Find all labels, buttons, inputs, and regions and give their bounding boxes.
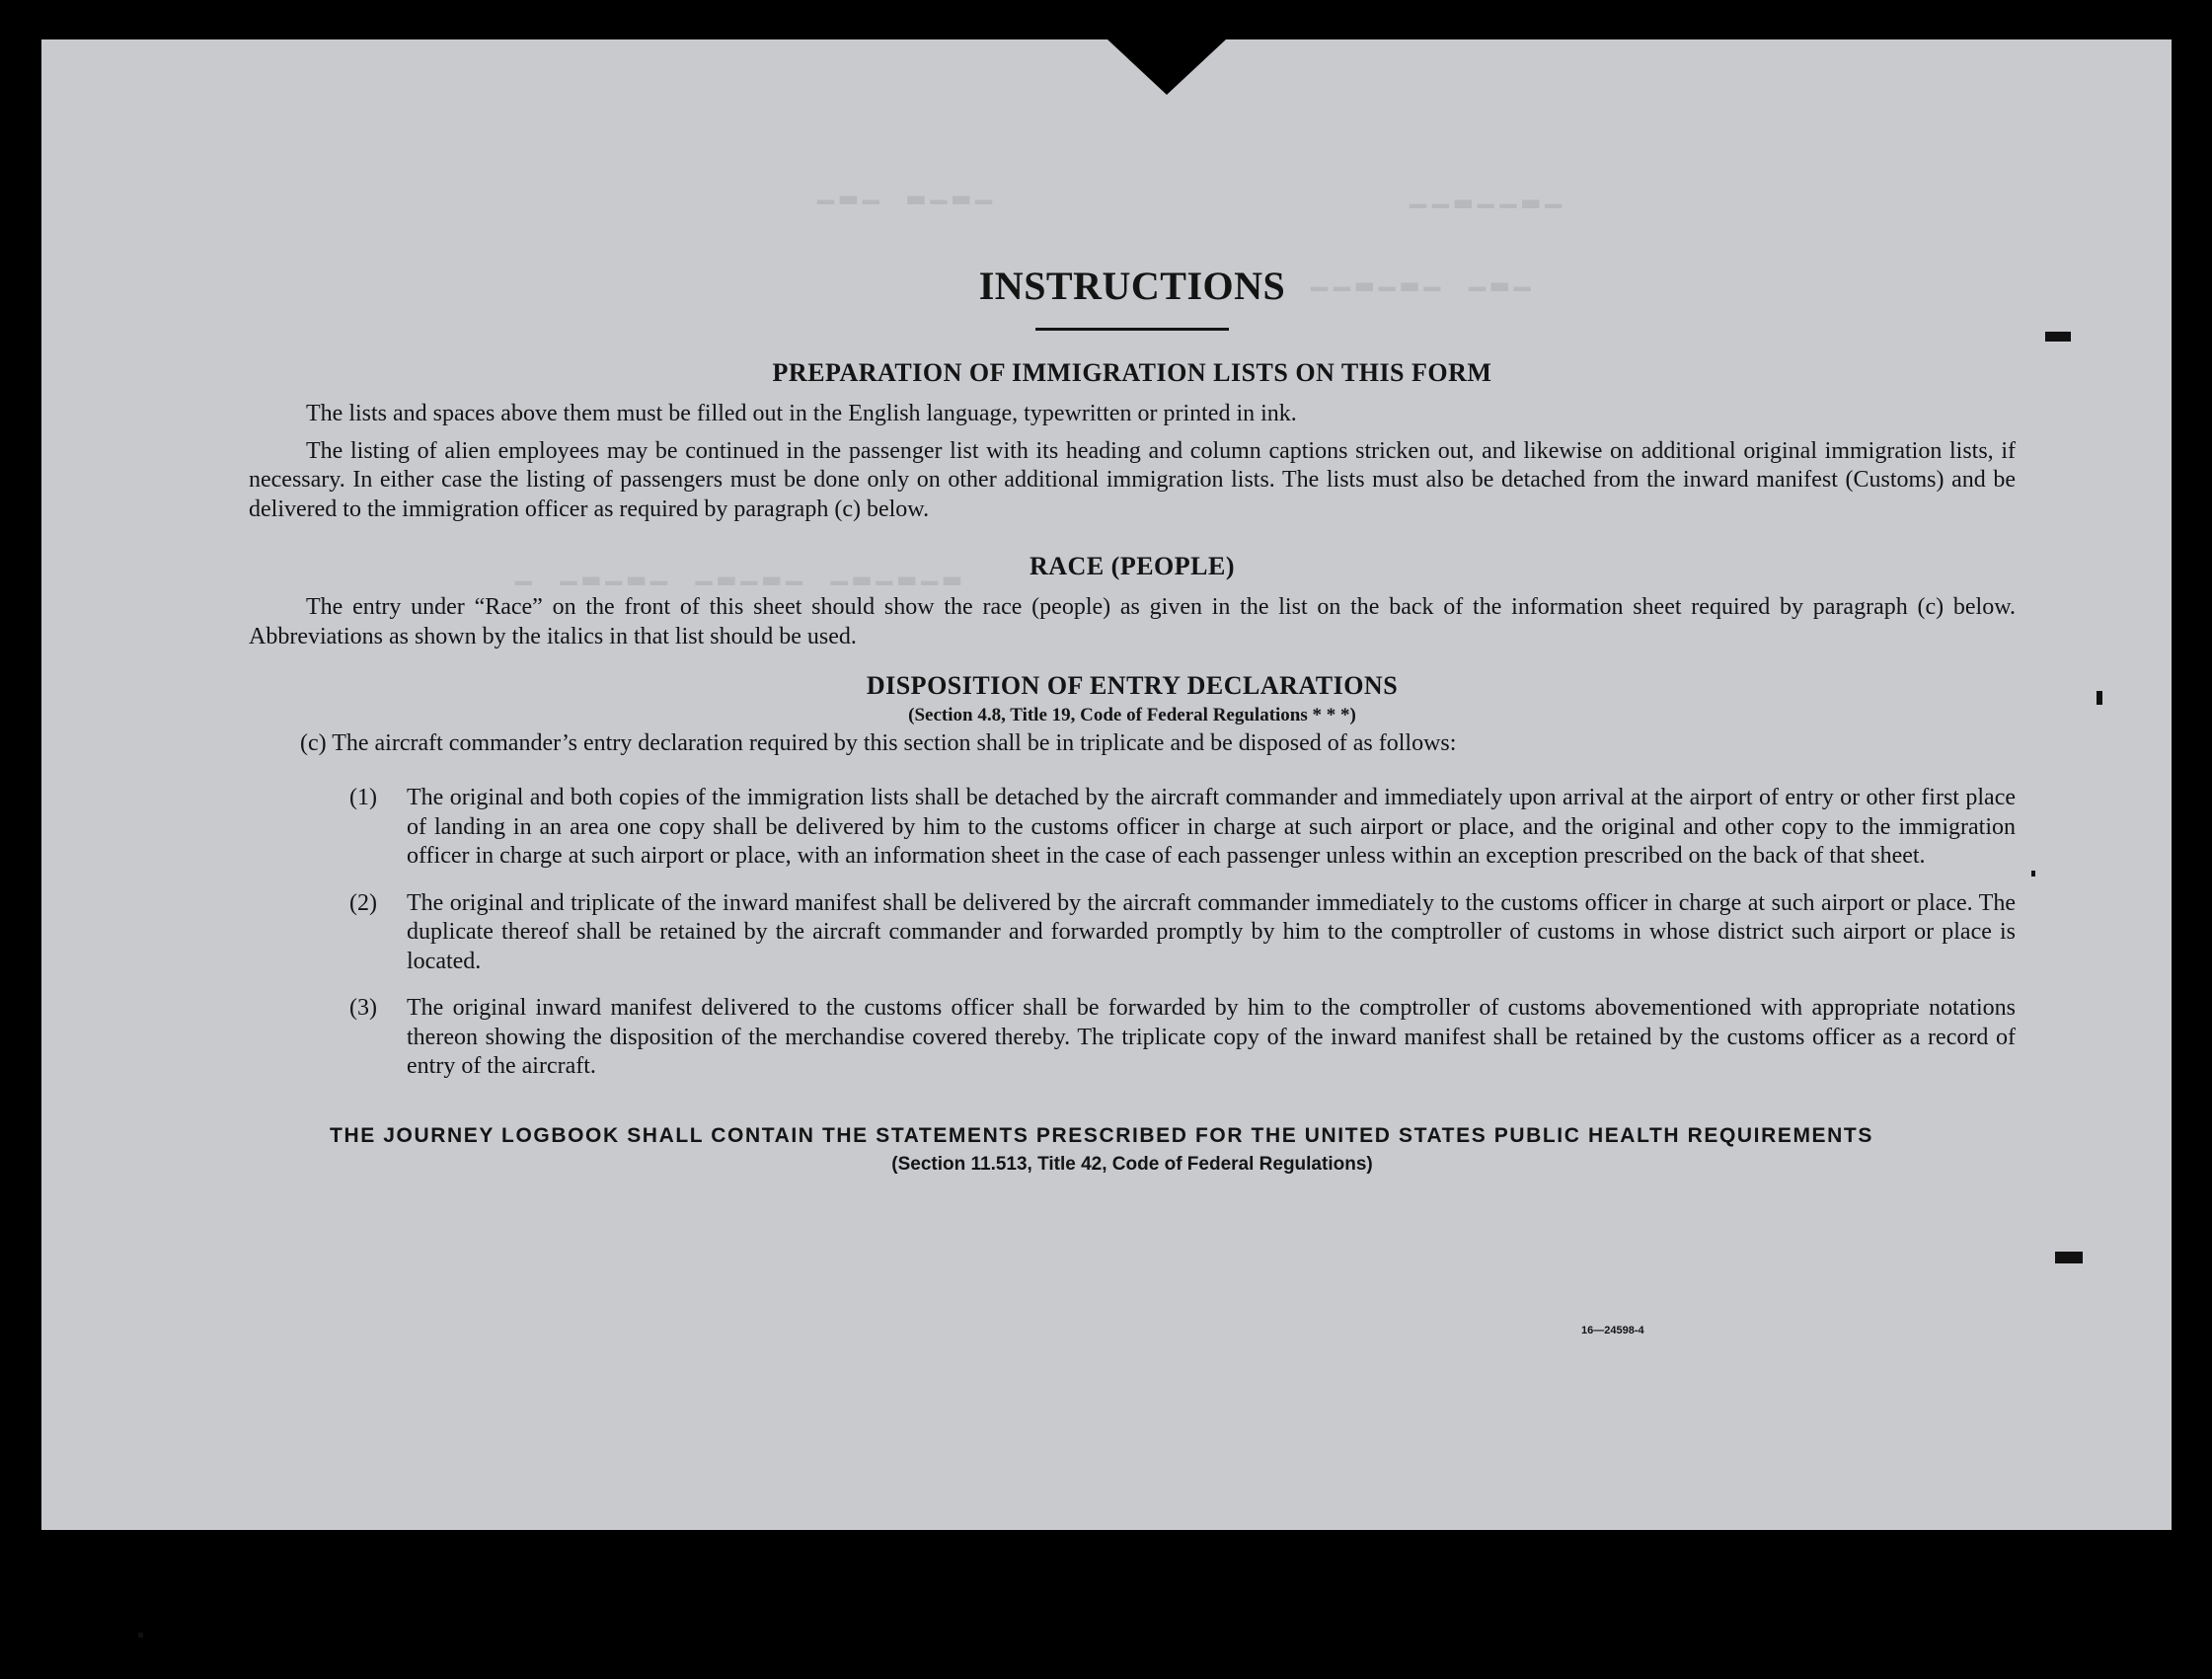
regulation-citation: (Section 4.8, Title 19, Code of Federal Regulations * * *) [908, 705, 1356, 725]
section-heading-disposition: DISPOSITION OF ENTRY DECLARATIONS [866, 671, 1399, 700]
section-heading-preparation: PREPARATION OF IMMIGRATION LISTS ON THIS FORM [772, 358, 1492, 387]
edge-speck [138, 1633, 143, 1638]
item-number: (1) [349, 785, 377, 810]
bleed-through-mark: ▁▂▁▂ ▁▂▁ [811, 176, 992, 206]
item-text: The original and both copies of the immigration lists shall be detached by the aircraft commander and immediately upon arrival at the airport of entry or other first place of landing in an area one copy shall be delivered by him to the customs officer in charge at such airport or place, and the original and other copy to the immigration officer in charge at such airport or place, with an information sheet in the case of each passenger unless within an exception prescribed on the back of that sheet. [407, 785, 2016, 869]
page-title: INSTRUCTIONS [978, 264, 1286, 308]
edge-speck [2055, 1252, 2083, 1263]
footer-citation: (Section 11.513, Title 42, Code of Federal Regulations) [891, 1153, 1373, 1175]
bleed-through-mark: ▁▂▁ ▁▂▁▂▁▁ [1305, 263, 1531, 293]
list-item [349, 994, 2016, 1082]
bleed-through-mark: ▁ ▁▂▁▂▁ ▁▂▁▂▁ ▁▂▁▂▁▂ [515, 557, 966, 587]
item-number: (3) [349, 995, 377, 1021]
edge-speck [2097, 691, 2102, 705]
disposition-lead [300, 728, 2016, 758]
form-sheet [41, 39, 2172, 1530]
item-text: The original inward manifest delivered to the customs officer shall be forwarded by him to the comptroller of customs abovementioned with appropriate notations thereon showing the disposition of the merchandise covered thereby. The triplicate copy of the inward manifest shall be retained by the customs officer as a record of entry of the aircraft. [407, 995, 2016, 1079]
footer-statement: THE JOURNEY LOGBOOK SHALL CONTAIN THE STATEMENTS PRESCRIBED FOR THE UNITED STATES PUBLIC HEALTH REQUIREMENTS [330, 1123, 1873, 1147]
form-number: 16—24598-4 [1581, 1325, 1644, 1336]
paragraph: The listing of alien employees may be continued in the passenger list with its heading and column captions stricken out, and likewise on additional original immigration lists, if necessary. In either case the listing of passengers must be done only on other additional immigration lists. The lists must also be detached from the inward manifest (Customs) and be delivered to the immigration officer as required by paragraph (c) below. [249, 437, 2016, 522]
paragraph: The lists and spaces above them must be filled out in the English language, typewritten or printed in ink. [306, 401, 1297, 426]
list-item [349, 784, 2016, 872]
paragraph-marker: (c) [300, 730, 327, 756]
title-underline [1035, 328, 1229, 331]
torn-edge [1107, 39, 1226, 95]
edge-speck [2045, 332, 2071, 342]
item-number: (2) [349, 889, 377, 916]
list-item [349, 889, 2016, 977]
paragraph-text: The aircraft commander’s entry declaration required by this section shall be in triplicate and be disposed of as follows: [332, 730, 1457, 756]
edge-speck [2031, 871, 2035, 877]
item-text: The original and triplicate of the inward manifest shall be delivered by the aircraft commander immediately to the customs officer in charge at such airport or place. The duplicate thereof shall be retained by the aircraft commander and forwarded promptly by him to the comptroller of customs in whose district such airport or place is located. [407, 889, 2016, 974]
instructions-body [249, 261, 2016, 1179]
bleed-through-mark: ▁▂▁▁▂▁▁ [1404, 180, 1563, 210]
section-heading-race: RACE (PEOPLE) [1030, 552, 1235, 580]
paragraph: The entry under “Race” on the front of this sheet should show the race (people) as given in the list on the back of the information sheet required by paragraph (c) below. Abbreviations as shown by the italics in that list should be used. [249, 594, 2016, 649]
